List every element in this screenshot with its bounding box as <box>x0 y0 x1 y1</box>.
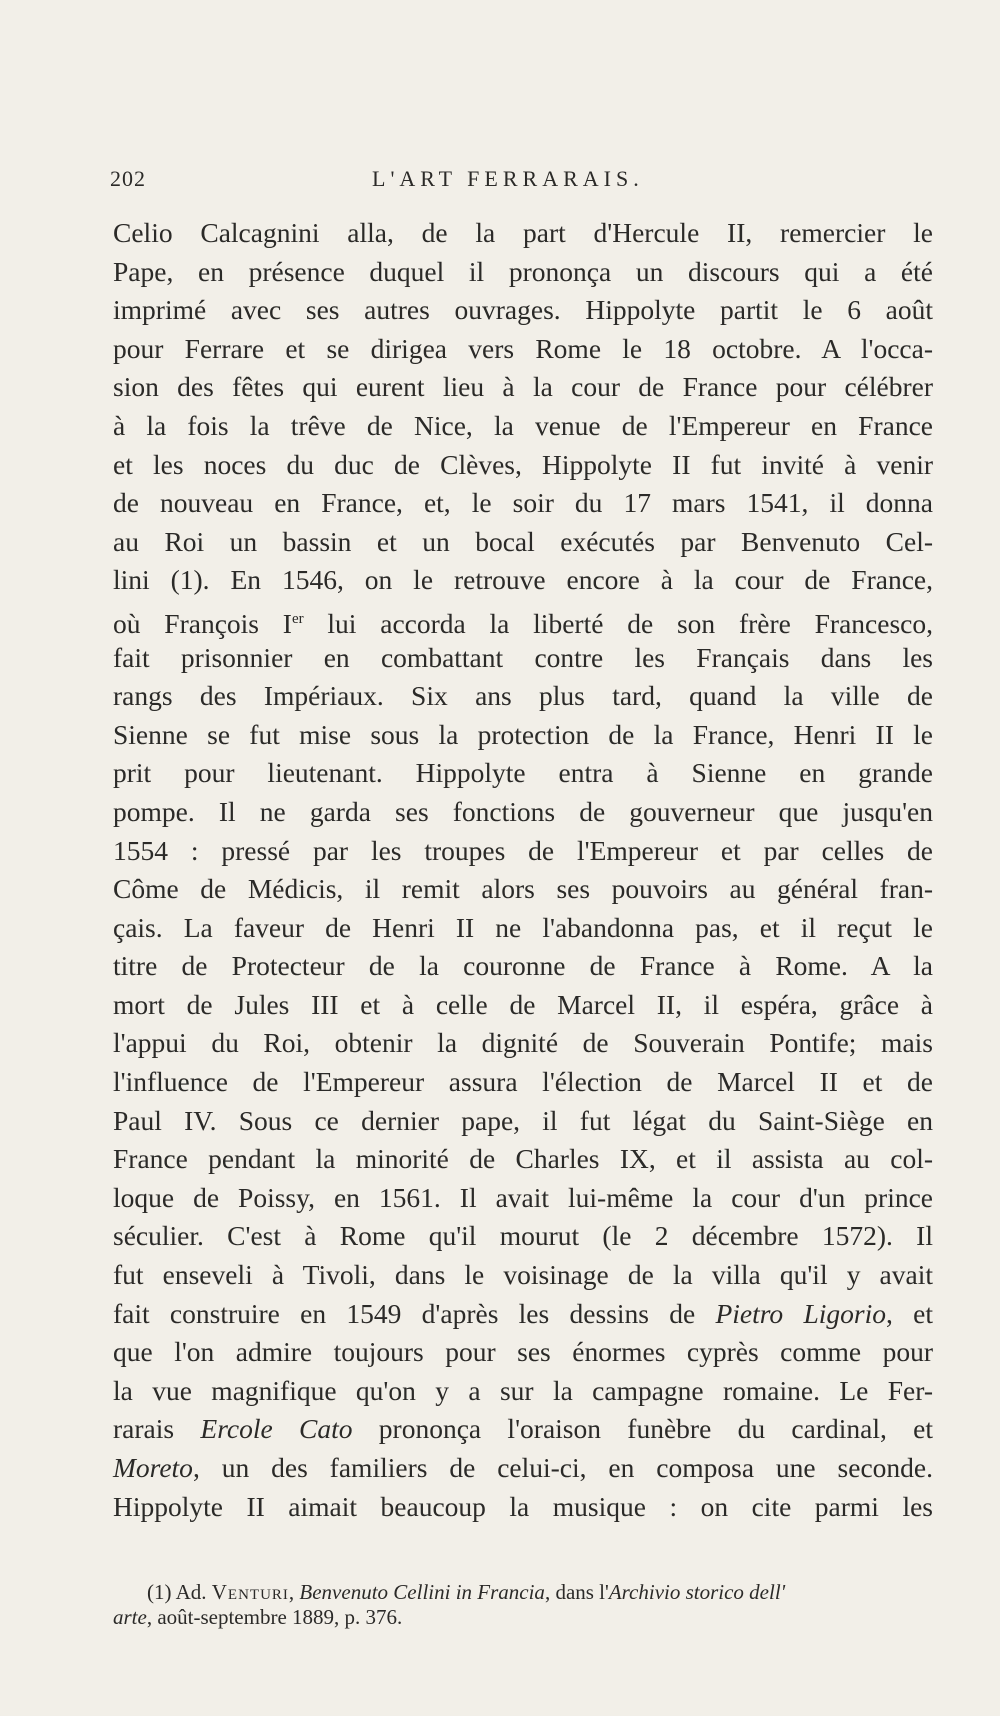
text-segment: , <box>288 1580 300 1604</box>
text-line: l'influence de l'Empereur assura l'élection de Marcel II et de <box>113 1066 933 1098</box>
text-segment: , dans l' <box>544 1580 609 1604</box>
text-line: sion des fêtes qui eurent lieu à la cour de France pour célébrer <box>113 371 933 403</box>
text-segment: , et <box>886 1297 933 1329</box>
page-header <box>110 166 936 200</box>
italic-name: Moreto <box>113 1452 193 1483</box>
footnote-line <box>113 1605 933 1630</box>
text-line <box>113 1295 933 1334</box>
text-line: au Roi un bassin et un bocal exécutés par Benvenuto Cel- <box>113 525 933 557</box>
text-segment: où François I <box>113 608 292 640</box>
text-line: séculier. C'est à Rome qu'il mourut (le 2 décembre 1572). Il <box>113 1220 933 1252</box>
footnote-title: Benvenuto Cellini in Francia <box>299 1580 545 1604</box>
text-line: l'appui du Roi, obtenir la dignité de Souverain Pontife; mais <box>113 1027 933 1059</box>
footnote-line <box>113 1580 933 1605</box>
superscript: er <box>291 610 304 627</box>
text-line: Hippolyte II aimait beaucoup la musique : on cite parmi les <box>113 1490 933 1522</box>
text-line: de nouveau en France, et, le soir du 17 mars 1541, il donna <box>113 487 933 519</box>
text-line: et les noces du duc de Clèves, Hippolyte II fut invité à venir <box>113 448 933 480</box>
text-segment: lui accorda la liberté de son frère Francesco, <box>303 608 933 640</box>
text-line: à la fois la trêve de Nice, la venue de l'Empereur en France <box>113 409 933 441</box>
text-line: que l'on admire toujours pour ses énormes cyprès comme pour <box>113 1336 933 1368</box>
footnote <box>113 1580 933 1630</box>
text-line: Pape, en présence duquel il prononça un discours qui a été <box>113 255 933 287</box>
text-line: Sienne se fut mise sous la protection de la France, Henri II le <box>113 718 933 750</box>
running-title: L'ART FERRARAIS. <box>372 166 644 191</box>
text-line: imprimé avec ses autres ouvrages. Hippolyte partit le 6 août <box>113 294 933 326</box>
text-line <box>113 1449 933 1488</box>
text-line <box>113 600 933 639</box>
text-line: loque de Poissy, en 1561. Il avait lui-même la cour d'un prince <box>113 1181 933 1213</box>
text-line: fait prisonnier en combattant contre les Français dans les <box>113 641 933 673</box>
text-segment: , août-septembre 1889, p. 376. <box>146 1605 403 1629</box>
text-line: titre de Protecteur de la couronne de France à Rome. A la <box>113 950 933 982</box>
italic-name: Ercole Cato <box>200 1413 353 1445</box>
text-line: France pendant la minorité de Charles IX, et il assista au col- <box>113 1143 933 1175</box>
text-line: Celio Calcagnini alla, de la part d'Hercule II, remercier le <box>113 217 933 248</box>
text-line: çais. La faveur de Henri II ne l'abandonna pas, et il reçut le <box>113 911 933 943</box>
text-line: pompe. Il ne garda ses fonctions de gouverneur que jusqu'en <box>113 795 933 827</box>
text-line: 1554 : pressé par les troupes de l'Empereur et par celles de <box>113 834 933 866</box>
text-segment: rarais <box>113 1413 201 1445</box>
footnote-journal-cont: arte <box>113 1605 147 1629</box>
footnote-journal: Archivio storico dell' <box>608 1580 786 1604</box>
text-segment: , un des familiers de celui-ci, en composa une seconde. <box>192 1452 933 1483</box>
text-line: pour Ferrare et se dirigea vers Rome le 18 octobre. A l'occa- <box>113 332 933 364</box>
text-segment: fait construire en 1549 d'après les dessins de <box>113 1297 716 1329</box>
page-number: 202 <box>110 166 146 191</box>
text-line: rangs des Impériaux. Six ans plus tard, quand la ville de <box>113 680 933 712</box>
text-line: lini (1). En 1546, on le retrouve encore à la cour de France, <box>113 564 933 596</box>
italic-name: Pietro Ligorio <box>715 1297 886 1329</box>
body-text <box>113 214 933 1526</box>
text-segment: prononça l'oraison funèbre du cardinal, et <box>352 1413 934 1445</box>
text-line: fut enseveli à Tivoli, dans le voisinage de la villa qu'il y avait <box>113 1259 933 1291</box>
text-line: prit pour lieutenant. Hippolyte entra à Sienne en grande <box>113 757 933 789</box>
text-line: mort de Jules III et à celle de Marcel II, il espéra, grâce à <box>113 988 933 1020</box>
text-line <box>113 1410 933 1449</box>
footnote-marker: (1) Ad. <box>147 1580 212 1604</box>
text-line: la vue magnifique qu'on y a sur la campagne romaine. Le Fer- <box>113 1374 933 1406</box>
text-line: Paul IV. Sous ce dernier pape, il fut légat du Saint-Siège en <box>113 1104 933 1136</box>
footnote-author: Venturi <box>211 1580 289 1604</box>
text-line: Côme de Médicis, il remit alors ses pouvoirs au général fran- <box>113 873 933 905</box>
